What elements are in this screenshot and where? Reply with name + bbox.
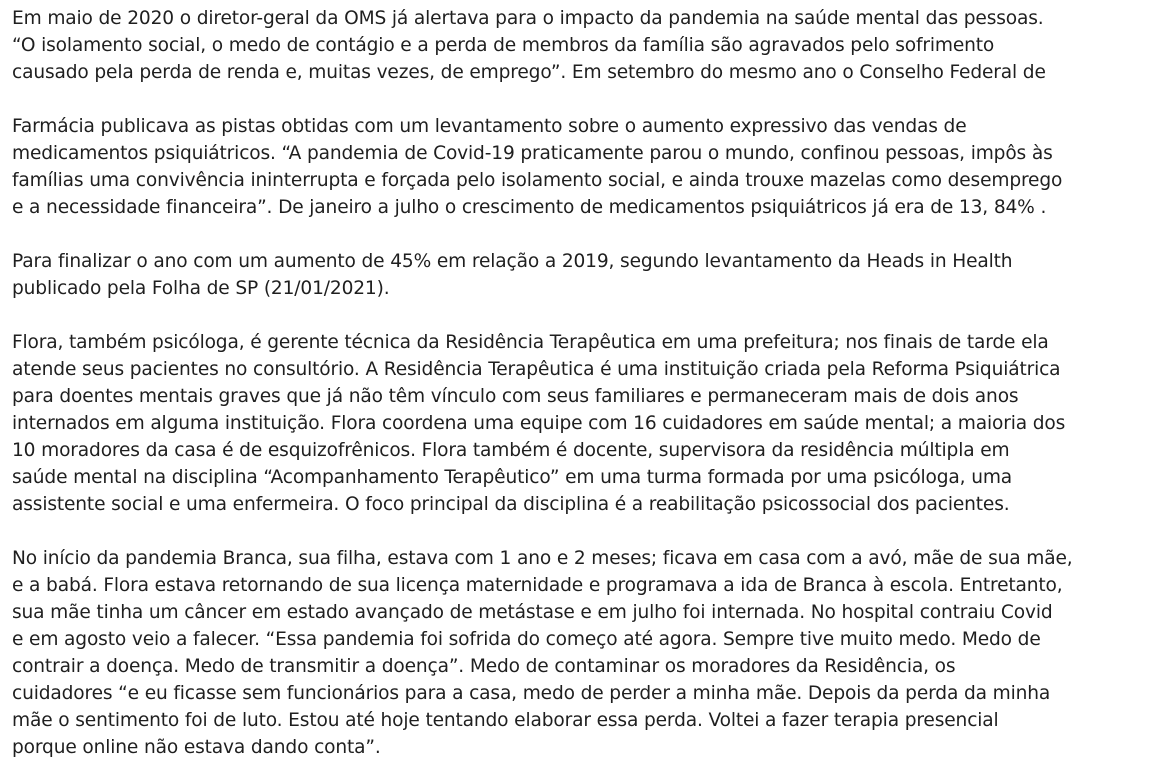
text-line: e a necessidade financeira”. De janeiro a julho o crescimento de medicamentos psiquiátricos já era de 13, 84% . — [12, 197, 1047, 218]
text-line: saúde mental na disciplina “Acompanhamento Terapêutico” em uma turma formada por uma psicóloga, uma — [12, 467, 1013, 488]
paragraph — [12, 545, 1162, 761]
paragraph-spacer — [12, 518, 1162, 545]
text-line: sua mãe tinha um câncer em estado avançado de metástase e em julho foi internada. No hospital contraiu Covid — [12, 602, 1053, 623]
document-body — [12, 5, 1162, 761]
text-line: medicamentos psiquiátricos. “A pandemia de Covid-19 praticamente parou o mundo, confinou pessoas, impôs às — [12, 143, 1053, 164]
text-line: Farmácia publicava as pistas obtidas com um levantamento sobre o aumento expressivo das vendas de — [12, 116, 967, 137]
text-line: Para finalizar o ano com um aumento de 45% em relação a 2019, segundo levantamento da Heads in Health — [12, 251, 1013, 272]
paragraph — [12, 329, 1162, 518]
text-line: causado pela perda de renda e, muitas vezes, de emprego”. Em setembro do mesmo ano o Conselho Federal de — [12, 62, 1046, 83]
text-line: “O isolamento social, o medo de contágio e a perda de membros da família são agravados pelo sofrimento — [12, 35, 995, 56]
paragraph-spacer — [12, 86, 1162, 113]
text-line: atende seus pacientes no consultório. A Residência Terapêutica é uma instituição criada pela Reforma Psiquiátrica — [12, 359, 1061, 380]
text-line: e em agosto veio a falecer. “Essa pandemia foi sofrida do começo até agora. Sempre tive muito medo. Medo de — [12, 629, 1041, 650]
text-line: assistente social e uma enfermeira. O foco principal da disciplina é a reabilitação psicossocial dos pacientes. — [12, 494, 1010, 515]
text-line: publicado pela Folha de SP (21/01/2021). — [12, 278, 390, 299]
text-line: mãe o sentimento foi de luto. Estou até hoje tentando elaborar essa perda. Voltei a fazer terapia presencial — [12, 710, 999, 731]
text-line: Em maio de 2020 o diretor-geral da OMS já alertava para o impacto da pandemia na saúde mental das pessoas. — [12, 8, 1044, 29]
text-line: 10 moradores da casa é de esquizofrênicos. Flora também é docente, supervisora da residência múltipla em — [12, 440, 1010, 461]
text-line: e a babá. Flora estava retornando de sua licença maternidade e programava a ida de Branca à escola. Entretanto, — [12, 575, 1063, 596]
text-line: Flora, também psicóloga, é gerente técnica da Residência Terapêutica em uma prefeitura; nos finais de tarde ela — [12, 332, 1049, 353]
text-line: internados em alguma instituição. Flora coordena uma equipe com 16 cuidadores em saúde mental; a maioria dos — [12, 413, 1066, 434]
text-line: contrair a doença. Medo de transmitir a doença”. Medo de contaminar os moradores da Residência, os — [12, 656, 956, 677]
text-line: cuidadores “e eu ficasse sem funcionários para a casa, medo de perder a minha mãe. Depois da perda da minha — [12, 683, 1051, 704]
paragraph — [12, 113, 1162, 221]
paragraph — [12, 5, 1162, 86]
text-line: No início da pandemia Branca, sua filha, estava com 1 ano e 2 meses; ficava em casa com a avó, mãe de sua mãe, — [12, 548, 1073, 569]
text-line: famílias uma convivência ininterrupta e forçada pelo isolamento social, e ainda trouxe mazelas como desemprego — [12, 170, 1063, 191]
paragraph-spacer — [12, 221, 1162, 248]
text-line: para doentes mentais graves que já não têm vínculo com seus familiares e permaneceram mais de dois anos — [12, 386, 1019, 407]
paragraph — [12, 248, 1162, 302]
text-line: porque online não estava dando conta”. — [12, 737, 381, 758]
paragraph-spacer — [12, 302, 1162, 329]
